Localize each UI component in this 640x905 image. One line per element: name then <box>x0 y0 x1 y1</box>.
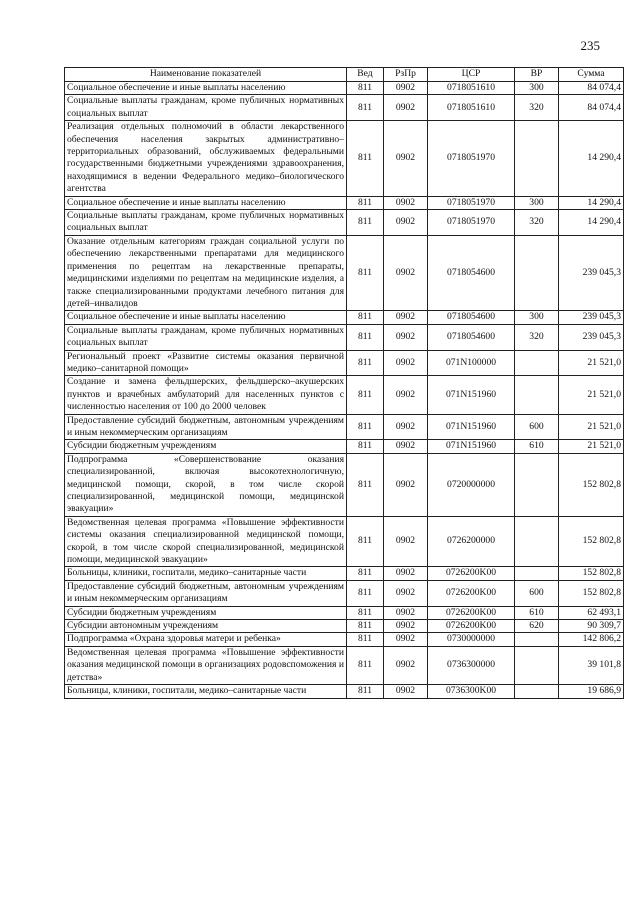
cell-sum: 142 806,2 <box>559 633 624 646</box>
cell-rzpr: 0902 <box>384 324 428 350</box>
table-row <box>65 95 624 121</box>
cell-ved: 811 <box>347 196 384 209</box>
cell-sum: 21 521,0 <box>559 376 624 414</box>
cell-vr <box>515 376 559 414</box>
table-row <box>65 210 624 236</box>
table-row <box>65 580 624 606</box>
cell-name: Социальные выплаты гражданам, кроме публичных нормативных социальных выплат <box>65 324 347 350</box>
header-csr: ЦСР <box>428 68 515 82</box>
table-row <box>65 620 624 633</box>
cell-csr: 071N151960 <box>428 440 515 453</box>
table-row <box>65 82 624 95</box>
cell-rzpr: 0902 <box>384 235 428 310</box>
cell-name: Подпрограмма «Совершенствование оказания специализированной, включая высокотехнологичную, медицинской помощи, скорой, в том числе скорой специализированной, медицинской помощи, медицинской эвакуации» <box>65 453 347 516</box>
cell-name: Субсидии бюджетным учреждениям <box>65 440 347 453</box>
cell-csr: 0718051970 <box>428 196 515 209</box>
cell-rzpr: 0902 <box>384 350 428 376</box>
table-row <box>65 606 624 619</box>
cell-rzpr: 0902 <box>384 580 428 606</box>
table-row <box>65 567 624 580</box>
cell-sum: 239 045,3 <box>559 311 624 324</box>
cell-csr: 0720000000 <box>428 453 515 516</box>
cell-vr: 320 <box>515 95 559 121</box>
cell-sum: 84 074,4 <box>559 82 624 95</box>
cell-ved: 811 <box>347 414 384 440</box>
cell-vr <box>515 350 559 376</box>
cell-sum: 84 074,4 <box>559 95 624 121</box>
cell-csr: 0718054600 <box>428 311 515 324</box>
cell-name: Реализация отдельных полномочий в области лекарственного обеспечения населения закрытых административно–территориальных образований, обслуживаемых федеральными государственными бюджетными учреждениями здравоохранения, находящимися в ведении Федерального медико–биологического агентства <box>65 121 347 196</box>
cell-sum: 14 290,4 <box>559 196 624 209</box>
cell-sum: 152 802,8 <box>559 580 624 606</box>
cell-name: Подпрограмма «Охрана здоровья матери и ребенка» <box>65 633 347 646</box>
cell-rzpr: 0902 <box>384 685 428 698</box>
cell-rzpr: 0902 <box>384 210 428 236</box>
cell-vr: 320 <box>515 210 559 236</box>
table-row <box>65 685 624 698</box>
cell-rzpr: 0902 <box>384 82 428 95</box>
cell-csr: 071N151960 <box>428 376 515 414</box>
cell-ved: 811 <box>347 95 384 121</box>
table-row <box>65 633 624 646</box>
cell-vr <box>515 646 559 684</box>
table-row <box>65 121 624 196</box>
cell-name: Социальное обеспечение и иные выплаты населению <box>65 311 347 324</box>
cell-name: Создание и замена фельдшерских, фельдшерско–акушерских пунктов и врачебных амбулаторий для населенных пунктов с численностью населения от 100 до 2000 человек <box>65 376 347 414</box>
cell-csr: 0718051610 <box>428 95 515 121</box>
cell-sum: 152 802,8 <box>559 516 624 567</box>
cell-name: Социальное обеспечение и иные выплаты населению <box>65 196 347 209</box>
cell-vr: 300 <box>515 311 559 324</box>
cell-sum: 19 686,9 <box>559 685 624 698</box>
cell-rzpr: 0902 <box>384 376 428 414</box>
cell-name: Предоставление субсидий бюджетным, автономным учреждениям и иным некоммерческим организациям <box>65 580 347 606</box>
cell-vr <box>515 685 559 698</box>
cell-ved: 811 <box>347 210 384 236</box>
cell-sum: 14 290,4 <box>559 121 624 196</box>
cell-sum: 239 045,3 <box>559 324 624 350</box>
cell-sum: 152 802,8 <box>559 453 624 516</box>
cell-name: Больницы, клиники, госпитали, медико–санитарные части <box>65 567 347 580</box>
page-number: 235 <box>580 38 600 53</box>
cell-rzpr: 0902 <box>384 95 428 121</box>
cell-sum: 39 101,8 <box>559 646 624 684</box>
cell-rzpr: 0902 <box>384 121 428 196</box>
cell-rzpr: 0902 <box>384 440 428 453</box>
cell-rzpr: 0902 <box>384 453 428 516</box>
cell-ved: 811 <box>347 121 384 196</box>
cell-ved: 811 <box>347 606 384 619</box>
cell-ved: 811 <box>347 567 384 580</box>
cell-ved: 811 <box>347 580 384 606</box>
cell-rzpr: 0902 <box>384 414 428 440</box>
cell-vr: 300 <box>515 196 559 209</box>
cell-ved: 811 <box>347 350 384 376</box>
cell-ved: 811 <box>347 646 384 684</box>
cell-sum: 21 521,0 <box>559 440 624 453</box>
cell-sum: 14 290,4 <box>559 210 624 236</box>
cell-name: Ведомственная целевая программа «Повышение эффективности оказания медицинской помощи в организациях родовспоможения и детства» <box>65 646 347 684</box>
cell-csr: 0718054600 <box>428 235 515 310</box>
cell-vr: 320 <box>515 324 559 350</box>
cell-rzpr: 0902 <box>384 567 428 580</box>
cell-ved: 811 <box>347 440 384 453</box>
cell-vr <box>515 453 559 516</box>
cell-csr: 0718051970 <box>428 121 515 196</box>
cell-vr <box>515 633 559 646</box>
cell-csr: 0730000000 <box>428 633 515 646</box>
cell-csr: 0718051970 <box>428 210 515 236</box>
budget-table <box>64 67 624 699</box>
cell-name: Социальное обеспечение и иные выплаты населению <box>65 82 347 95</box>
cell-vr <box>515 516 559 567</box>
cell-rzpr: 0902 <box>384 620 428 633</box>
cell-sum: 90 309,7 <box>559 620 624 633</box>
cell-ved: 811 <box>347 82 384 95</box>
cell-name: Субсидии автономным учреждениям <box>65 620 347 633</box>
cell-ved: 811 <box>347 453 384 516</box>
cell-ved: 811 <box>347 311 384 324</box>
table-row <box>65 453 624 516</box>
table-row <box>65 440 624 453</box>
cell-sum: 62 493,1 <box>559 606 624 619</box>
cell-ved: 811 <box>347 516 384 567</box>
cell-rzpr: 0902 <box>384 516 428 567</box>
cell-name: Ведомственная целевая программа «Повышение эффективности системы оказания специализированной медицинской помощи, скорой, в том числе скорой специализированной, медицинской помощи, медицинской эвакуации» <box>65 516 347 567</box>
table-row <box>65 376 624 414</box>
cell-csr: 0726200K00 <box>428 580 515 606</box>
cell-vr: 610 <box>515 606 559 619</box>
cell-ved: 811 <box>347 620 384 633</box>
table-row <box>65 414 624 440</box>
cell-csr: 0718054600 <box>428 324 515 350</box>
table-row <box>65 311 624 324</box>
table-row <box>65 196 624 209</box>
cell-name: Социальные выплаты гражданам, кроме публичных нормативных социальных выплат <box>65 95 347 121</box>
header-name: Наименование показателей <box>65 68 347 82</box>
cell-vr: 620 <box>515 620 559 633</box>
cell-vr <box>515 567 559 580</box>
cell-vr: 600 <box>515 580 559 606</box>
cell-ved: 811 <box>347 376 384 414</box>
cell-sum: 21 521,0 <box>559 350 624 376</box>
cell-csr: 0736300K00 <box>428 685 515 698</box>
cell-name: Социальные выплаты гражданам, кроме публичных нормативных социальных выплат <box>65 210 347 236</box>
cell-csr: 0726200000 <box>428 516 515 567</box>
cell-ved: 811 <box>347 324 384 350</box>
cell-csr: 071N100000 <box>428 350 515 376</box>
cell-csr: 0726200K00 <box>428 620 515 633</box>
cell-ved: 811 <box>347 685 384 698</box>
table-row <box>65 516 624 567</box>
cell-ved: 811 <box>347 235 384 310</box>
cell-name: Больницы, клиники, госпитали, медико–санитарные части <box>65 685 347 698</box>
header-rzpr: РзПр <box>384 68 428 82</box>
table-row <box>65 235 624 310</box>
cell-rzpr: 0902 <box>384 196 428 209</box>
cell-rzpr: 0902 <box>384 311 428 324</box>
cell-sum: 239 045,3 <box>559 235 624 310</box>
cell-name: Региональный проект «Развитие системы оказания первичной медико–санитарной помощи» <box>65 350 347 376</box>
cell-name: Оказание отдельным категориям граждан социальной услуги по обеспечению лекарственными препаратами для медицинского применения по рецептам на лекарственные препараты, медицинскими изделиями по рецептам на медицинские изделия, а также специализированными продуктами лечебного питания для детей–инвалидов <box>65 235 347 310</box>
header-sum: Сумма <box>559 68 624 82</box>
cell-rzpr: 0902 <box>384 633 428 646</box>
cell-name: Предоставление субсидий бюджетным, автономным учреждениям и иным некоммерческим организациям <box>65 414 347 440</box>
cell-vr: 600 <box>515 414 559 440</box>
cell-sum: 21 521,0 <box>559 414 624 440</box>
cell-csr: 0726200K00 <box>428 606 515 619</box>
cell-name: Субсидии бюджетным учреждениям <box>65 606 347 619</box>
cell-rzpr: 0902 <box>384 606 428 619</box>
cell-vr <box>515 121 559 196</box>
header-vr: ВР <box>515 68 559 82</box>
table-row <box>65 350 624 376</box>
cell-rzpr: 0902 <box>384 646 428 684</box>
table-row <box>65 324 624 350</box>
cell-csr: 0726200K00 <box>428 567 515 580</box>
cell-ved: 811 <box>347 633 384 646</box>
table-row <box>65 646 624 684</box>
cell-vr: 300 <box>515 82 559 95</box>
cell-csr: 071N151960 <box>428 414 515 440</box>
cell-vr: 610 <box>515 440 559 453</box>
header-ved: Вед <box>347 68 384 82</box>
table-header-row <box>65 68 624 82</box>
cell-vr <box>515 235 559 310</box>
cell-csr: 0736300000 <box>428 646 515 684</box>
cell-sum: 152 802,8 <box>559 567 624 580</box>
cell-csr: 0718051610 <box>428 82 515 95</box>
